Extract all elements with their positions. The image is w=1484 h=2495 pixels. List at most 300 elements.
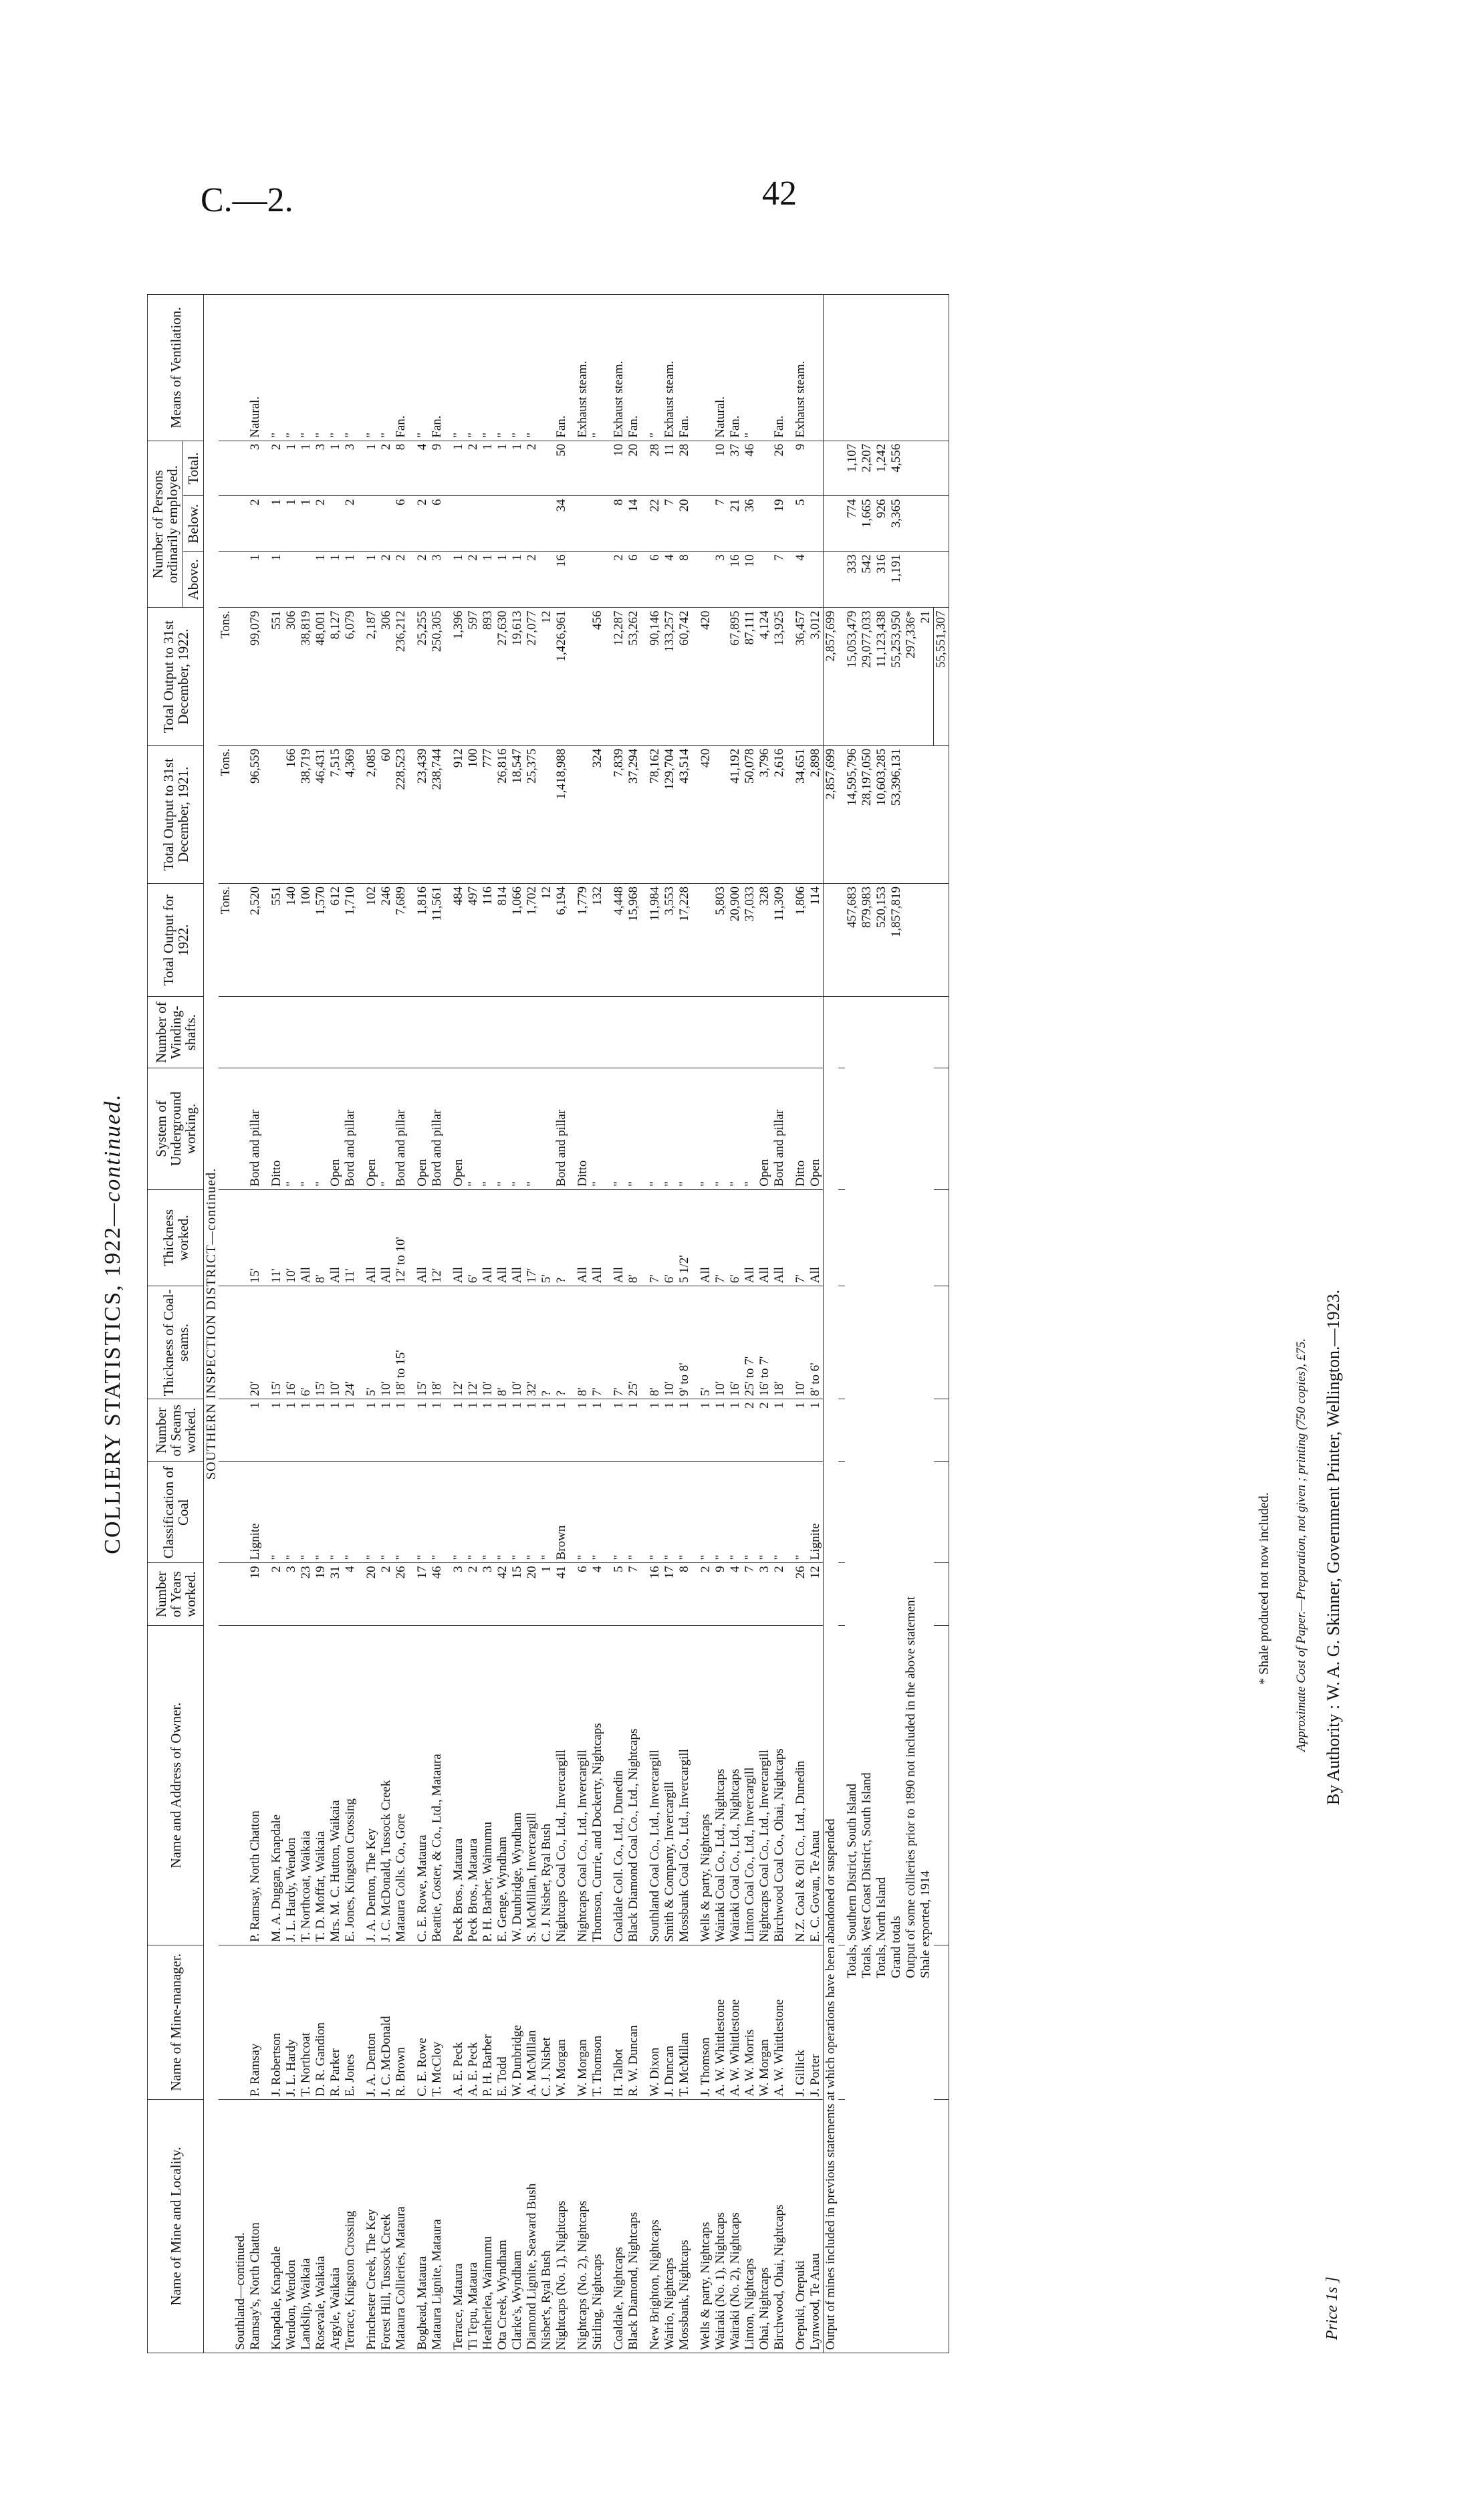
persons-below: 21	[728, 496, 743, 552]
coal-class: "	[743, 1462, 757, 1563]
output-to-1922: 133,257	[662, 608, 677, 745]
working-system: Bord and pillar	[554, 1068, 569, 1190]
document-ref: C.—2.	[201, 181, 293, 219]
shafts-count	[328, 997, 343, 1068]
persons-total: 4	[415, 441, 430, 496]
output-1922: 102	[364, 884, 379, 997]
thickness-worked: 8'	[626, 1189, 641, 1286]
shafts-count	[576, 997, 590, 1068]
manager-name: H. Talbot	[612, 1945, 626, 2099]
table-row	[525, 295, 539, 2353]
ventilation	[904, 295, 918, 441]
output-to-1921: 78,162	[648, 745, 662, 883]
mine-name: New Brighton, Nightcaps	[648, 2099, 662, 2353]
years-worked: 4	[590, 1563, 605, 1626]
seam-thickness: ?	[554, 1286, 569, 1399]
shafts-count	[466, 997, 481, 1068]
seams-count: 1	[415, 1399, 430, 1462]
seams-count: 1	[495, 1399, 510, 1462]
coal-class: "	[379, 1462, 394, 1563]
persons-total: 46	[743, 441, 757, 496]
owner-name: J. C. McDonald, Tussock Creek	[379, 1625, 394, 1945]
years-worked: 5	[612, 1563, 626, 1626]
mine-name: Terrace, Mataura	[451, 2099, 466, 2353]
output-to-1921	[539, 745, 554, 883]
seams-count: 1	[793, 1399, 808, 1462]
col-to21: Total Output to 31st December, 1921.	[148, 745, 204, 883]
mine-name: Nightcaps (No. 2), Nightcaps	[576, 2099, 590, 2353]
ventilation: Fan.	[677, 295, 692, 441]
persons-total: 10	[713, 441, 728, 496]
owner-name: E. Jones, Kingston Crossing	[343, 1625, 358, 1945]
shafts-count	[743, 997, 757, 1068]
output-to-1922: 2,187	[364, 608, 379, 745]
years-worked: 6	[576, 1563, 590, 1626]
years-worked: 17	[415, 1563, 430, 1626]
cost-note: Approximate Cost of Paper.—Preparation, not given ; printing (750 copies), £75.	[1294, 1338, 1308, 1752]
output-1922: 484	[451, 884, 466, 997]
ventilation	[889, 295, 904, 441]
owner-name: T. D. Moffat, Waikaia	[314, 1625, 328, 1945]
years-worked: 2	[379, 1563, 394, 1626]
mine-name: Nightcaps (No. 1), Nightcaps	[554, 2099, 569, 2353]
persons-above: 1	[510, 552, 525, 608]
shale-exported-row-to21	[918, 745, 934, 883]
shafts-count	[284, 997, 299, 1068]
col-mine: Name of Mine and Locality.	[148, 2099, 204, 2353]
output-to-1921: 25,375	[525, 745, 539, 883]
coal-class: Lignite	[808, 1462, 824, 1563]
empty-cell	[934, 552, 949, 608]
coal-class: "	[343, 1462, 358, 1563]
output-to-1922: 60,742	[677, 608, 692, 745]
ventilation: Exhaust steam.	[662, 295, 677, 441]
output-to-1922: 551	[269, 608, 284, 745]
seams-count: 1	[343, 1399, 358, 1462]
shafts-count	[233, 997, 248, 1068]
ventilation	[918, 295, 934, 441]
owner-name: Southland Coal Co., Ltd., Invercargill	[648, 1625, 662, 1945]
empty-cell	[934, 441, 949, 496]
working-system: "	[495, 1068, 510, 1190]
totals-row-tot: 1,107	[845, 441, 860, 496]
mine-name: Southland—continued.	[233, 2099, 248, 2353]
seams-count: 1	[430, 1399, 445, 1462]
manager-name: J. Gillick	[793, 1945, 808, 2099]
thickness-worked: 5'	[539, 1189, 554, 1286]
working-system: "	[481, 1068, 495, 1190]
seam-thickness: 10'	[510, 1286, 525, 1399]
persons-total: 1	[284, 441, 299, 496]
output-1922: 100	[299, 884, 314, 997]
persons-below: 6	[394, 496, 408, 552]
working-system: Open	[757, 1068, 772, 1190]
table-row	[808, 295, 824, 2353]
persons-total: 1	[451, 441, 466, 496]
persons-total: 1	[510, 441, 525, 496]
persons-total	[576, 441, 590, 496]
mine-name: Diamond Lignite, Seaward Bush	[525, 2099, 539, 2353]
table-row	[233, 295, 248, 2353]
persons-below	[590, 496, 605, 552]
owner-name: Coaldale Coll. Co., Ltd., Dunedin	[612, 1625, 626, 1945]
output-to-1921: 18,547	[510, 745, 525, 883]
empty-cell	[824, 884, 839, 997]
owner-name: Peck Bros., Mataura	[451, 1625, 466, 1945]
seam-thickness: 9' to 8'	[677, 1286, 692, 1399]
thickness-worked: 12'	[430, 1189, 445, 1286]
output-to-1922: 27,077	[525, 608, 539, 745]
working-system: "	[314, 1068, 328, 1190]
owner-name: S. McMillan, Invercargill	[525, 1625, 539, 1945]
persons-above	[233, 552, 248, 608]
persons-total: 1	[495, 441, 510, 496]
output-to-1922: 38,819	[299, 608, 314, 745]
seams-count: 1	[284, 1399, 299, 1462]
output-1922	[699, 884, 713, 997]
coal-class: "	[415, 1462, 430, 1563]
seams-count: 1	[590, 1399, 605, 1462]
owner-name: Nightcaps Coal Co., Ltd., Invercargill	[554, 1625, 569, 1945]
output-1922: 1,816	[415, 884, 430, 997]
coal-class: "	[430, 1462, 445, 1563]
output-to-1922: 53,262	[626, 608, 641, 745]
output-to-1921: 34,651	[793, 745, 808, 883]
working-system: "	[662, 1068, 677, 1190]
seam-thickness: 15'	[269, 1286, 284, 1399]
years-worked: 20	[525, 1563, 539, 1626]
persons-total: 3	[343, 441, 358, 496]
output-to-1921	[233, 745, 248, 883]
persons-total: 1	[299, 441, 314, 496]
shale-exported-row	[918, 295, 934, 2353]
shale-exported-row-tot	[918, 441, 934, 496]
output-to-1921: 324	[590, 745, 605, 883]
coal-class: "	[662, 1462, 677, 1563]
output-1922: 1,066	[510, 884, 525, 997]
persons-total: 26	[772, 441, 787, 496]
years-worked: 7	[743, 1563, 757, 1626]
persons-below: 36	[743, 496, 757, 552]
final-total: 55,551,307	[934, 608, 949, 745]
output-1922: 814	[495, 884, 510, 997]
price: Price 1s ]	[1324, 2276, 1341, 2340]
mine-name: Nisbet's, Ryal Bush	[539, 2099, 554, 2353]
table-row	[269, 295, 284, 2353]
mine-name: Lynwood, Te Anau	[808, 2099, 824, 2353]
empty-cell	[934, 884, 949, 997]
persons-below: 1	[284, 496, 299, 552]
coal-class: "	[576, 1462, 590, 1563]
years-worked: 8	[677, 1563, 692, 1626]
ventilation	[539, 295, 554, 441]
seams-count: 1	[299, 1399, 314, 1462]
persons-above: 6	[648, 552, 662, 608]
output-1922: 2,520	[248, 884, 263, 997]
totals-row-out22: 520,153	[874, 884, 889, 997]
totals-row-label: Totals, West Coast District, South Island	[860, 997, 874, 2353]
output-to-1922: 90,146	[648, 608, 662, 745]
persons-total: 50	[554, 441, 569, 496]
shafts-count	[699, 997, 713, 1068]
seam-thickness: 18' to 15'	[394, 1286, 408, 1399]
coal-class: Brown	[554, 1462, 569, 1563]
totals-row	[874, 295, 889, 2353]
output-to-1922: 8,127	[328, 608, 343, 745]
manager-name: R. Brown	[394, 1945, 408, 2099]
shafts-count	[525, 997, 539, 1068]
working-system: "	[466, 1068, 481, 1190]
seam-thickness: 24'	[343, 1286, 358, 1399]
seams-count: 2	[743, 1399, 757, 1462]
thickness-worked: All	[415, 1189, 430, 1286]
tons-label: Tons.	[219, 608, 233, 745]
ventilation: "	[415, 295, 430, 441]
ventilation: "	[299, 295, 314, 441]
output-1922: 246	[379, 884, 394, 997]
working-system: Bord and pillar	[772, 1068, 787, 1190]
manager-name: P. Ramsay	[248, 1945, 263, 2099]
seams-count: 1	[379, 1399, 394, 1462]
manager-name: A. McMillan	[525, 1945, 539, 2099]
mine-name: Rosevale, Waikaia	[314, 2099, 328, 2353]
mine-name: Black Diamond, Nightcaps	[626, 2099, 641, 2353]
owner-name: Peck Bros., Mataura	[466, 1625, 481, 1945]
thickness-worked: All	[699, 1189, 713, 1286]
district-heading: SOUTHERN INSPECTION DISTRICT—continued.	[204, 295, 219, 2353]
seam-thickness: 12'	[466, 1286, 481, 1399]
output-to-1922: 4,124	[757, 608, 772, 745]
ventilation: Fan.	[626, 295, 641, 441]
manager-name: E. Jones	[343, 1945, 358, 2099]
table-row	[743, 295, 757, 2353]
coal-class: "	[466, 1462, 481, 1563]
owner-name: Mrs. M. C. Hutton, Waikaia	[328, 1625, 343, 1945]
coal-class: Lignite	[248, 1462, 263, 1563]
output-to-1921: 238,744	[430, 745, 445, 883]
table-row	[648, 295, 662, 2353]
coal-class: "	[713, 1462, 728, 1563]
ventilation: Fan.	[554, 295, 569, 441]
empty-cell	[934, 295, 949, 441]
coal-class: "	[364, 1462, 379, 1563]
persons-total: 2	[466, 441, 481, 496]
totals-row-to22: 29,077,033	[860, 608, 874, 745]
col-above: Above.	[183, 552, 204, 608]
thickness-worked: All	[510, 1189, 525, 1286]
persons-above: 4	[662, 552, 677, 608]
thickness-worked: All	[757, 1189, 772, 1286]
thickness-worked: All	[808, 1189, 824, 1286]
ventilation: Exhaust steam.	[793, 295, 808, 441]
ventilation	[233, 295, 248, 441]
ventilation	[808, 295, 824, 441]
thickness-worked: ?	[554, 1189, 569, 1286]
shafts-count	[772, 997, 787, 1068]
prior-output-row-label: Output of some collieries prior to 1890 not included in the above statement	[904, 997, 918, 2353]
thickness-worked: All	[299, 1189, 314, 1286]
output-1922: 11,309	[772, 884, 787, 997]
years-worked: 42	[495, 1563, 510, 1626]
output-to-1922: 1,426,961	[554, 608, 569, 745]
working-system: Bord and pillar	[343, 1068, 358, 1190]
prior-output-row	[904, 295, 918, 2353]
seam-thickness: 18'	[772, 1286, 787, 1399]
persons-total: 9	[793, 441, 808, 496]
manager-name: A. W. Morris	[743, 1945, 757, 2099]
thickness-worked: All	[612, 1189, 626, 1286]
working-system: Ditto	[793, 1068, 808, 1190]
years-worked: 26	[793, 1563, 808, 1626]
years-worked: 2	[466, 1563, 481, 1626]
ventilation: "	[648, 295, 662, 441]
coal-class: "	[772, 1462, 787, 1563]
seam-thickness: 32'	[525, 1286, 539, 1399]
persons-above: 3	[713, 552, 728, 608]
output-to-1921	[269, 745, 284, 883]
output-to-1921: 43,514	[677, 745, 692, 883]
mine-name: Ti Tepu, Mataura	[466, 2099, 481, 2353]
output-1922: 11,984	[648, 884, 662, 997]
seams-count: 1	[576, 1399, 590, 1462]
output-to-1921: 777	[481, 745, 495, 883]
persons-below: 2	[314, 496, 328, 552]
persons-total: 28	[648, 441, 662, 496]
working-system: Ditto	[269, 1068, 284, 1190]
persons-total	[699, 441, 713, 496]
years-worked	[233, 1563, 248, 1626]
seam-thickness: 5'	[699, 1286, 713, 1399]
coal-class: "	[728, 1462, 743, 1563]
manager-name: A. W. Whittlestone	[772, 1945, 787, 2099]
seam-thickness: 6'	[299, 1286, 314, 1399]
col-system: System of Underground working.	[148, 1068, 204, 1190]
years-worked: 3	[284, 1563, 299, 1626]
shafts-count	[554, 997, 569, 1068]
totals-row-be: 1,665	[860, 496, 874, 552]
output-to-1921: 129,704	[662, 745, 677, 883]
persons-above: 10	[743, 552, 757, 608]
seam-thickness: 15'	[314, 1286, 328, 1399]
thickness-worked: All	[328, 1189, 343, 1286]
shale-exported-row-to22: 21	[918, 608, 934, 745]
shafts-count	[626, 997, 641, 1068]
table-row	[495, 295, 510, 2353]
totals-row	[860, 295, 874, 2353]
owner-name: Wells & party, Nightcaps	[699, 1625, 713, 1945]
empty-cell	[934, 1286, 949, 1399]
seams-count: 1	[481, 1399, 495, 1462]
working-system	[233, 1068, 248, 1190]
persons-total: 11	[662, 441, 677, 496]
table-row	[328, 295, 343, 2353]
shafts-count	[648, 997, 662, 1068]
table-row	[626, 295, 641, 2353]
persons-total	[757, 441, 772, 496]
years-worked: 2	[269, 1563, 284, 1626]
grand-total-row-ab: 1,191	[889, 552, 904, 608]
manager-name: C. E. Rowe	[415, 1945, 430, 2099]
persons-total: 1	[328, 441, 343, 496]
ventilation: Fan.	[394, 295, 408, 441]
persons-above: 16	[728, 552, 743, 608]
output-1922: 4,448	[612, 884, 626, 997]
working-system: "	[510, 1068, 525, 1190]
output-to-1922: 306	[379, 608, 394, 745]
coal-class: "	[394, 1462, 408, 1563]
output-1922: 132	[590, 884, 605, 997]
shale-exported-row-be	[918, 496, 934, 552]
empty-cell	[934, 2099, 949, 2353]
empty-cell	[934, 745, 949, 883]
thickness-worked: 10'	[284, 1189, 299, 1286]
years-worked: 17	[662, 1563, 677, 1626]
manager-name: T. Thomson	[590, 1945, 605, 2099]
ventilation: "	[466, 295, 481, 441]
table-row	[248, 295, 263, 2353]
output-1922	[233, 884, 248, 997]
years-worked: 4	[343, 1563, 358, 1626]
years-worked: 2	[772, 1563, 787, 1626]
empty-cell	[824, 552, 839, 608]
working-system: Open	[451, 1068, 466, 1190]
manager-name: J. Thomson	[699, 1945, 713, 2099]
output-1922: 612	[328, 884, 343, 997]
owner-name	[233, 1625, 248, 1945]
col-total: Total.	[183, 441, 204, 496]
manager-name: E. Todd	[495, 1945, 510, 2099]
manager-name: W. Morgan	[757, 1945, 772, 2099]
mine-name: Princhester Creek, The Key	[364, 2099, 379, 2353]
prior-output-row-ab	[904, 552, 918, 608]
grand-total-row-to21: 53,396,131	[889, 745, 904, 883]
coal-class: "	[510, 1462, 525, 1563]
ventilation: "	[495, 295, 510, 441]
mine-name: Stirling, Nightcaps	[590, 2099, 605, 2353]
owner-name: T. Northcoat, Waikaia	[299, 1625, 314, 1945]
output-to-1922: 67,895	[728, 608, 743, 745]
seam-thickness	[233, 1286, 248, 1399]
persons-below: 7	[662, 496, 677, 552]
working-system: "	[648, 1068, 662, 1190]
shafts-count	[481, 997, 495, 1068]
persons-above: 1	[314, 552, 328, 608]
output-to-1921: 2,085	[364, 745, 379, 883]
table-row	[793, 295, 808, 2353]
seams-count: 1	[626, 1399, 641, 1462]
output-to-1921: 166	[284, 745, 299, 883]
ventilation: "	[364, 295, 379, 441]
seam-thickness: 12'	[451, 1286, 466, 1399]
persons-total	[590, 441, 605, 496]
thickness-worked: 8'	[314, 1189, 328, 1286]
persons-below: 8	[612, 496, 626, 552]
persons-above: 1	[495, 552, 510, 608]
persons-total: 1	[481, 441, 495, 496]
totals-row-to21: 28,197,050	[860, 745, 874, 883]
working-system: "	[626, 1068, 641, 1190]
shafts-count	[299, 997, 314, 1068]
owner-name: Black Diamond Coal Co., Ltd., Nightcaps	[626, 1625, 641, 1945]
persons-below: 2	[248, 496, 263, 552]
output-1922: 328	[757, 884, 772, 997]
output-1922: 3,553	[662, 884, 677, 997]
totals-row-label: Totals, North Island	[874, 997, 889, 2353]
thickness-worked: 6'	[662, 1189, 677, 1286]
owner-name: P. Ramsay, North Chatton	[248, 1625, 263, 1945]
manager-name: J. Robertson	[269, 1945, 284, 2099]
totals-row-out22: 457,683	[845, 884, 860, 997]
